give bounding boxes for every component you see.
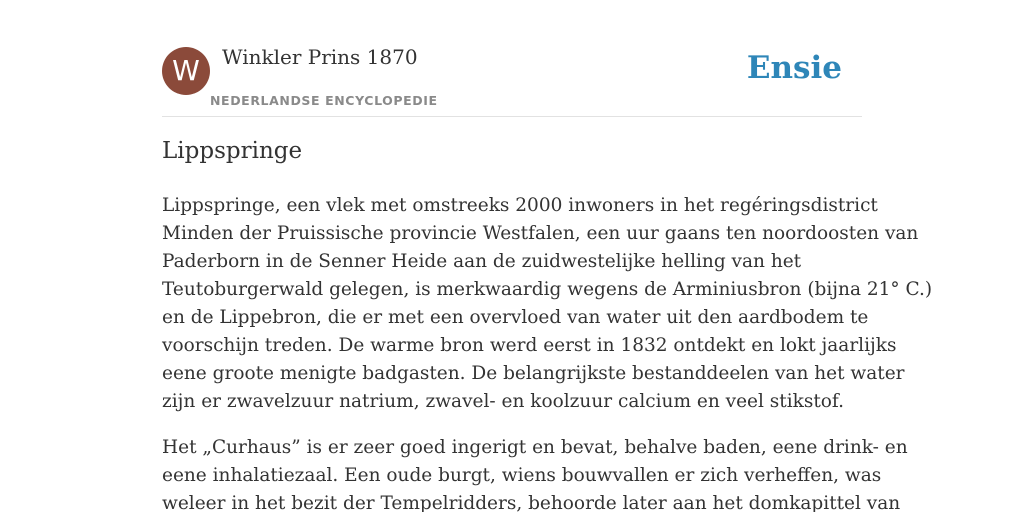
article-body — [162, 192, 933, 512]
paragraph-line: eene groote menigte badgasten. De belangrijkste bestanddeelen van het water — [162, 363, 905, 384]
paragraph-line: en de Lippebron, die er met een overvloed van water uit den aardbodem te — [162, 307, 869, 328]
paragraph-line: voorschijn treden. De warme bron werd eerst in 1832 ontdekt en lokt jaarlijks — [162, 335, 897, 356]
paragraph-line: Paderborn in de Senner Heide aan de zuidwestelijke helling van het — [162, 251, 802, 272]
article-paragraph — [162, 192, 933, 416]
paragraph-line: Het „Curhaus” is er zeer goed ingerigt en bevat, behalve baden, eene drink- en — [162, 437, 908, 458]
paragraph-line: Lippspringe, een vlek met omstreeks 2000 inwoners in het regéringsdistrict — [162, 195, 878, 216]
source-subtitle: NEDERLANDSE ENCYCLOPEDIE — [210, 93, 438, 108]
article-title: Lippspringe — [162, 138, 303, 164]
paragraph-line: weleer in het bezit der Tempelridders, behoorde later aan het domkapittel van — [162, 493, 901, 512]
paragraph-line: zijn er zwavelzuur natrium, zwavel- en koolzuur calcium en veel stikstof. — [162, 391, 844, 412]
paragraph-line: Minden der Pruissische provincie Westfalen, een uur gaans ten noordoosten van — [162, 223, 919, 244]
paragraph-line: Teutoburgerwald gelegen, is merkwaardig wegens de Arminiusbron (bijna 21° C.) — [162, 279, 933, 300]
header — [162, 40, 862, 117]
paragraph-line: eene inhalatiezaal. Een oude burgt, wiens bouwvallen er zich verheffen, was — [162, 465, 882, 486]
ensie-logo[interactable]: Ensie — [746, 50, 842, 86]
article-paragraph — [162, 434, 908, 512]
source-avatar[interactable]: W — [162, 47, 210, 95]
source-title[interactable]: Winkler Prins 1870 — [222, 45, 418, 69]
